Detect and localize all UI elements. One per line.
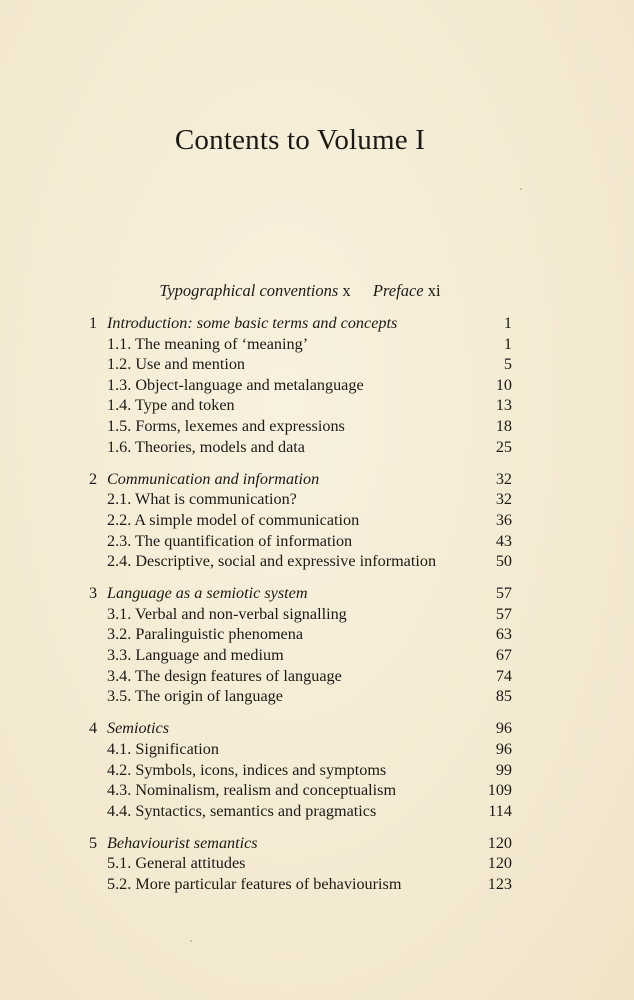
- section-page-number: 10: [495, 375, 512, 394]
- toc-section-row: [0, 416, 634, 437]
- chapter-page-number: 1: [503, 314, 512, 332]
- toc-section-row: [0, 395, 634, 416]
- section-title: 2.2. A simple model of communication: [107, 510, 360, 529]
- toc-section-row: [0, 375, 634, 396]
- toc-section-row: [0, 760, 634, 781]
- section-page-number: 123: [487, 875, 512, 893]
- front-matter-page: xi: [427, 281, 441, 300]
- section-page-number: 18: [495, 417, 512, 435]
- chapter-page-number: 32: [495, 469, 512, 488]
- front-matter-label: Preface: [372, 281, 424, 300]
- section-title: 3.4. The design features of language: [107, 666, 342, 685]
- section-page-number: 57: [495, 604, 512, 623]
- chapter-number: 1: [89, 314, 98, 332]
- section-title: 1.1. The meaning of ‘meaning’: [107, 334, 309, 353]
- toc-section-row: [0, 531, 634, 552]
- section-page-number: 43: [495, 531, 512, 550]
- chapter-page-number: 120: [487, 833, 512, 852]
- toc-section-row: [0, 354, 634, 375]
- section-page-number: 1: [503, 334, 512, 353]
- toc-section-row: [0, 645, 634, 666]
- chapter-title: Semiotics: [107, 719, 170, 738]
- section-page-number: 96: [495, 739, 512, 758]
- section-title: 4.4. Syntactics, semantics and pragmatics: [107, 801, 377, 820]
- section-page-number: 99: [495, 760, 512, 779]
- section-title: 1.3. Object-language and metalanguage: [107, 375, 364, 394]
- chapter-number: 4: [89, 719, 98, 738]
- section-title: 3.1. Verbal and non-verbal signalling: [107, 604, 347, 623]
- section-title: 2.4. Descriptive, social and expressive information: [107, 552, 437, 571]
- toc-section-row: [0, 551, 634, 572]
- chapter-number: 3: [89, 584, 98, 603]
- section-page-number: 50: [495, 552, 512, 571]
- section-title: 1.6. Theories, models and data: [107, 437, 305, 456]
- section-page-number: 36: [495, 510, 512, 529]
- page-title: Contents to Volume I: [174, 124, 426, 156]
- toc-section-row: [0, 780, 634, 801]
- toc-section-row: [0, 686, 634, 707]
- chapter-number: 5: [89, 833, 98, 852]
- toc-chapter-row: [0, 833, 634, 854]
- toc-section-row: [0, 853, 634, 874]
- section-page-number: 25: [495, 437, 512, 456]
- toc-section-row: [0, 739, 634, 760]
- section-page-number: 63: [495, 625, 512, 644]
- section-page-number: 109: [487, 781, 512, 800]
- chapter-title: Behaviourist semantics: [107, 833, 258, 852]
- section-title: 4.1. Signification: [107, 739, 219, 758]
- chapter-number: 2: [89, 469, 98, 488]
- section-title: 5.2. More particular features of behaviourism: [107, 875, 402, 893]
- section-title: 3.3. Language and medium: [107, 646, 284, 664]
- section-page-number: 85: [495, 687, 512, 706]
- section-page-number: 32: [495, 490, 512, 509]
- toc-section-row: [0, 624, 634, 645]
- section-title: 3.5. The origin of language: [107, 687, 283, 706]
- toc-section-row: [0, 874, 634, 895]
- section-page-number: 120: [487, 854, 512, 873]
- toc-section-row: [0, 489, 634, 510]
- front-matter-line: [0, 281, 600, 301]
- toc-section-row: [0, 604, 634, 625]
- toc-chapter-row: [0, 718, 634, 739]
- section-title: 2.1. What is communication?: [107, 490, 297, 509]
- chapter-title: Introduction: some basic terms and concepts: [107, 314, 398, 332]
- front-matter-label: Typographical conventions: [159, 281, 339, 300]
- toc-section-row: [0, 510, 634, 531]
- section-title: 4.2. Symbols, icons, indices and symptoms: [107, 760, 387, 779]
- toc-section-row: [0, 437, 634, 458]
- chapter-page-number: 96: [495, 719, 512, 738]
- section-page-number: 114: [488, 801, 512, 820]
- toc-chapter-row: [0, 313, 634, 334]
- chapter-page-number: 57: [495, 584, 512, 603]
- section-page-number: 13: [495, 396, 512, 415]
- section-title: 3.2. Paralinguistic phenomena: [107, 625, 304, 644]
- section-title: 4.3. Nominalism, realism and conceptualism: [107, 781, 397, 800]
- toc-section-row: [0, 334, 634, 355]
- section-title: 1.4. Type and token: [107, 396, 235, 415]
- chapter-title: Communication and information: [107, 469, 320, 488]
- chapter-title: Language as a semiotic system: [107, 584, 308, 603]
- front-matter-page: x: [342, 281, 351, 300]
- toc-section-row: [0, 801, 634, 822]
- section-title: 1.2. Use and mention: [107, 355, 246, 374]
- toc-chapter-row: [0, 469, 634, 490]
- toc-section-row: [0, 666, 634, 687]
- section-title: 1.5. Forms, lexemes and expressions: [107, 417, 345, 435]
- section-page-number: 67: [495, 646, 512, 664]
- section-page-number: 74: [495, 666, 512, 685]
- section-title: 5.1. General attitudes: [107, 854, 246, 873]
- section-page-number: 5: [503, 355, 512, 374]
- section-title: 2.3. The quantification of information: [107, 531, 353, 550]
- toc-chapter-row: [0, 583, 634, 604]
